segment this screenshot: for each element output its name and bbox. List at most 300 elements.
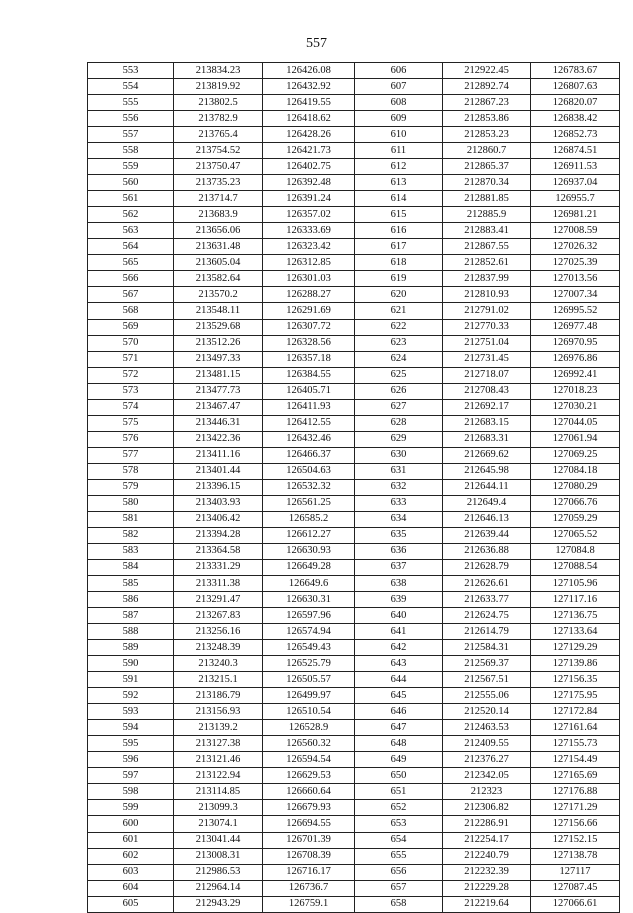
- y-coordinate-left: 126532.32: [263, 479, 355, 495]
- y-coordinate-left: 126660.64: [263, 784, 355, 800]
- x-coordinate-right: 212323: [443, 784, 531, 800]
- y-coordinate-right: 127066.61: [531, 896, 620, 912]
- x-coordinate-right: 212853.23: [443, 127, 531, 143]
- table-row: [88, 752, 620, 768]
- x-coordinate-right: 212881.85: [443, 191, 531, 207]
- y-coordinate-right: 126807.63: [531, 79, 620, 95]
- x-coordinate-left: 213394.28: [174, 527, 263, 543]
- x-coordinate-right: 212644.11: [443, 479, 531, 495]
- x-coordinate-left: 213114.85: [174, 784, 263, 800]
- y-coordinate-left: 126561.25: [263, 495, 355, 511]
- table-row: [88, 303, 620, 319]
- x-coordinate-left: 213631.48: [174, 239, 263, 255]
- point-number-right: 653: [355, 816, 443, 832]
- point-number-left: 589: [88, 640, 174, 656]
- point-number-right: 623: [355, 335, 443, 351]
- point-number-left: 588: [88, 624, 174, 640]
- point-number-left: 603: [88, 864, 174, 880]
- table-row: [88, 559, 620, 575]
- y-coordinate-right: 127025.39: [531, 255, 620, 271]
- y-coordinate-left: 126419.55: [263, 95, 355, 111]
- y-coordinate-right: 127030.21: [531, 399, 620, 415]
- y-coordinate-left: 126357.18: [263, 351, 355, 367]
- x-coordinate-left: 212964.14: [174, 880, 263, 896]
- table-row: [88, 239, 620, 255]
- y-coordinate-left: 126333.69: [263, 223, 355, 239]
- y-coordinate-left: 126384.55: [263, 367, 355, 383]
- y-coordinate-left: 126597.96: [263, 608, 355, 624]
- x-coordinate-left: 213750.47: [174, 159, 263, 175]
- point-number-left: 583: [88, 543, 174, 559]
- y-coordinate-left: 126736.7: [263, 880, 355, 896]
- x-coordinate-right: 212219.64: [443, 896, 531, 912]
- point-number-right: 627: [355, 399, 443, 415]
- table-row: [88, 527, 620, 543]
- y-coordinate-right: 126937.04: [531, 175, 620, 191]
- x-coordinate-right: 212633.77: [443, 592, 531, 608]
- point-number-left: 576: [88, 431, 174, 447]
- x-coordinate-left: 213121.46: [174, 752, 263, 768]
- x-coordinate-right: 212885.9: [443, 207, 531, 223]
- y-coordinate-left: 126694.55: [263, 816, 355, 832]
- y-coordinate-left: 126291.69: [263, 303, 355, 319]
- point-number-right: 612: [355, 159, 443, 175]
- y-coordinate-left: 126301.03: [263, 271, 355, 287]
- x-coordinate-right: 212626.61: [443, 576, 531, 592]
- x-coordinate-left: 213041.44: [174, 832, 263, 848]
- table-row: [88, 640, 620, 656]
- x-coordinate-left: 213497.33: [174, 351, 263, 367]
- table-row: [88, 848, 620, 864]
- y-coordinate-left: 126505.57: [263, 672, 355, 688]
- point-number-left: 568: [88, 303, 174, 319]
- point-number-right: 655: [355, 848, 443, 864]
- x-coordinate-right: 212718.07: [443, 367, 531, 383]
- point-number-right: 607: [355, 79, 443, 95]
- table-row: [88, 223, 620, 239]
- table-row: [88, 624, 620, 640]
- x-coordinate-right: 212669.62: [443, 447, 531, 463]
- y-coordinate-right: 126955.7: [531, 191, 620, 207]
- page-number: 557: [306, 36, 327, 51]
- x-coordinate-left: 213396.15: [174, 479, 263, 495]
- table-row: [88, 447, 620, 463]
- point-number-left: 600: [88, 816, 174, 832]
- point-number-right: 642: [355, 640, 443, 656]
- table-row: [88, 543, 620, 559]
- table-row: [88, 63, 620, 79]
- table-row: [88, 736, 620, 752]
- table-row: [88, 832, 620, 848]
- x-coordinate-left: 213256.16: [174, 624, 263, 640]
- y-coordinate-right: 126783.67: [531, 63, 620, 79]
- table-row: [88, 656, 620, 672]
- table-row: [88, 111, 620, 127]
- point-number-right: 611: [355, 143, 443, 159]
- point-number-left: 594: [88, 720, 174, 736]
- point-number-right: 609: [355, 111, 443, 127]
- y-coordinate-right: 127171.29: [531, 800, 620, 816]
- point-number-right: 617: [355, 239, 443, 255]
- point-number-left: 563: [88, 223, 174, 239]
- table-row: [88, 95, 620, 111]
- point-number-right: 632: [355, 479, 443, 495]
- y-coordinate-left: 126312.85: [263, 255, 355, 271]
- y-coordinate-right: 127088.54: [531, 559, 620, 575]
- y-coordinate-left: 126525.79: [263, 656, 355, 672]
- point-number-right: 651: [355, 784, 443, 800]
- y-coordinate-right: 127138.78: [531, 848, 620, 864]
- x-coordinate-left: 213008.31: [174, 848, 263, 864]
- point-number-right: 644: [355, 672, 443, 688]
- y-coordinate-right: 127008.59: [531, 223, 620, 239]
- x-coordinate-right: 212567.51: [443, 672, 531, 688]
- y-coordinate-left: 126288.27: [263, 287, 355, 303]
- point-number-left: 596: [88, 752, 174, 768]
- x-coordinate-left: 213834.23: [174, 63, 263, 79]
- y-coordinate-right: 127059.29: [531, 511, 620, 527]
- y-coordinate-right: 127136.75: [531, 608, 620, 624]
- y-coordinate-right: 127152.15: [531, 832, 620, 848]
- point-number-right: 631: [355, 463, 443, 479]
- x-coordinate-right: 212342.05: [443, 768, 531, 784]
- x-coordinate-left: 213802.5: [174, 95, 263, 111]
- table-row: [88, 495, 620, 511]
- x-coordinate-left: 213401.44: [174, 463, 263, 479]
- x-coordinate-right: 212229.28: [443, 880, 531, 896]
- table-row: [88, 463, 620, 479]
- point-number-left: 567: [88, 287, 174, 303]
- x-coordinate-left: 213765.4: [174, 127, 263, 143]
- y-coordinate-left: 126560.32: [263, 736, 355, 752]
- table-row: [88, 367, 620, 383]
- point-number-right: 641: [355, 624, 443, 640]
- x-coordinate-right: 212254.17: [443, 832, 531, 848]
- x-coordinate-left: 213477.73: [174, 383, 263, 399]
- x-coordinate-left: 213156.93: [174, 704, 263, 720]
- y-coordinate-right: 127084.8: [531, 543, 620, 559]
- point-number-left: 601: [88, 832, 174, 848]
- x-coordinate-left: 213422.36: [174, 431, 263, 447]
- x-coordinate-left: 213331.29: [174, 559, 263, 575]
- point-number-left: 555: [88, 95, 174, 111]
- table-row: [88, 351, 620, 367]
- point-number-left: 557: [88, 127, 174, 143]
- y-coordinate-right: 126976.86: [531, 351, 620, 367]
- point-number-right: 647: [355, 720, 443, 736]
- x-coordinate-right: 212306.82: [443, 800, 531, 816]
- y-coordinate-left: 126528.9: [263, 720, 355, 736]
- y-coordinate-left: 126594.54: [263, 752, 355, 768]
- y-coordinate-left: 126405.71: [263, 383, 355, 399]
- x-coordinate-right: 212692.17: [443, 399, 531, 415]
- y-coordinate-right: 127087.45: [531, 880, 620, 896]
- x-coordinate-left: 213127.38: [174, 736, 263, 752]
- x-coordinate-right: 212837.99: [443, 271, 531, 287]
- point-number-left: 561: [88, 191, 174, 207]
- table-row: [88, 864, 620, 880]
- y-coordinate-left: 126328.56: [263, 335, 355, 351]
- point-number-left: 579: [88, 479, 174, 495]
- y-coordinate-left: 126428.26: [263, 127, 355, 143]
- table-row: [88, 143, 620, 159]
- y-coordinate-left: 126574.94: [263, 624, 355, 640]
- table-row: [88, 704, 620, 720]
- point-number-left: 559: [88, 159, 174, 175]
- point-number-right: 616: [355, 223, 443, 239]
- table-row: [88, 415, 620, 431]
- x-coordinate-left: 213403.93: [174, 495, 263, 511]
- point-number-left: 566: [88, 271, 174, 287]
- x-coordinate-right: 212286.91: [443, 816, 531, 832]
- x-coordinate-left: 213735.23: [174, 175, 263, 191]
- table-row: [88, 576, 620, 592]
- table-row: [88, 688, 620, 704]
- x-coordinate-right: 212852.61: [443, 255, 531, 271]
- x-coordinate-left: 213819.92: [174, 79, 263, 95]
- point-number-right: 610: [355, 127, 443, 143]
- y-coordinate-left: 126391.24: [263, 191, 355, 207]
- table-row: [88, 159, 620, 175]
- point-number-left: 605: [88, 896, 174, 912]
- point-number-right: 656: [355, 864, 443, 880]
- point-number-right: 645: [355, 688, 443, 704]
- x-coordinate-left: 213406.42: [174, 511, 263, 527]
- x-coordinate-right: 212867.55: [443, 239, 531, 255]
- y-coordinate-left: 126432.46: [263, 431, 355, 447]
- y-coordinate-right: 127061.94: [531, 431, 620, 447]
- x-coordinate-left: 213364.58: [174, 543, 263, 559]
- x-coordinate-left: 213139.2: [174, 720, 263, 736]
- y-coordinate-left: 126708.39: [263, 848, 355, 864]
- y-coordinate-left: 126630.31: [263, 592, 355, 608]
- point-number-left: 581: [88, 511, 174, 527]
- table-row: [88, 720, 620, 736]
- y-coordinate-left: 126549.43: [263, 640, 355, 656]
- table-row: [88, 800, 620, 816]
- point-number-right: 638: [355, 576, 443, 592]
- point-number-left: 580: [88, 495, 174, 511]
- table-row: [88, 479, 620, 495]
- point-number-right: 640: [355, 608, 443, 624]
- point-number-left: 604: [88, 880, 174, 896]
- x-coordinate-left: 213467.47: [174, 399, 263, 415]
- point-number-left: 597: [88, 768, 174, 784]
- point-number-right: 646: [355, 704, 443, 720]
- x-coordinate-left: 213582.64: [174, 271, 263, 287]
- y-coordinate-left: 126412.55: [263, 415, 355, 431]
- x-coordinate-left: 213074.1: [174, 816, 263, 832]
- point-number-right: 624: [355, 351, 443, 367]
- y-coordinate-right: 127176.88: [531, 784, 620, 800]
- y-coordinate-right: 127066.76: [531, 495, 620, 511]
- point-number-right: 620: [355, 287, 443, 303]
- table-row: [88, 207, 620, 223]
- y-coordinate-right: 127117: [531, 864, 620, 880]
- x-coordinate-left: 213446.31: [174, 415, 263, 431]
- point-number-right: 633: [355, 495, 443, 511]
- x-coordinate-left: 213122.94: [174, 768, 263, 784]
- point-number-right: 629: [355, 431, 443, 447]
- x-coordinate-right: 212555.06: [443, 688, 531, 704]
- point-number-right: 649: [355, 752, 443, 768]
- point-number-right: 613: [355, 175, 443, 191]
- y-coordinate-right: 126970.95: [531, 335, 620, 351]
- y-coordinate-right: 127165.69: [531, 768, 620, 784]
- point-number-left: 573: [88, 383, 174, 399]
- y-coordinate-left: 126426.08: [263, 63, 355, 79]
- x-coordinate-left: 213240.3: [174, 656, 263, 672]
- y-coordinate-left: 126701.39: [263, 832, 355, 848]
- x-coordinate-right: 212870.34: [443, 175, 531, 191]
- x-coordinate-left: 213311.38: [174, 576, 263, 592]
- y-coordinate-right: 126874.51: [531, 143, 620, 159]
- y-coordinate-right: 126852.73: [531, 127, 620, 143]
- point-number-left: 570: [88, 335, 174, 351]
- table-row: [88, 816, 620, 832]
- x-coordinate-right: 212708.43: [443, 383, 531, 399]
- point-number-left: 558: [88, 143, 174, 159]
- y-coordinate-left: 126630.93: [263, 543, 355, 559]
- point-number-left: 587: [88, 608, 174, 624]
- x-coordinate-left: 213512.26: [174, 335, 263, 351]
- y-coordinate-left: 126499.97: [263, 688, 355, 704]
- point-number-left: 578: [88, 463, 174, 479]
- x-coordinate-right: 212883.41: [443, 223, 531, 239]
- y-coordinate-right: 126838.42: [531, 111, 620, 127]
- y-coordinate-left: 126679.93: [263, 800, 355, 816]
- y-coordinate-right: 127156.35: [531, 672, 620, 688]
- x-coordinate-left: 213411.16: [174, 447, 263, 463]
- x-coordinate-right: 212770.33: [443, 319, 531, 335]
- point-number-right: 650: [355, 768, 443, 784]
- x-coordinate-right: 212645.98: [443, 463, 531, 479]
- x-coordinate-right: 212791.02: [443, 303, 531, 319]
- y-coordinate-right: 126992.41: [531, 367, 620, 383]
- point-number-right: 626: [355, 383, 443, 399]
- x-coordinate-left: 212986.53: [174, 864, 263, 880]
- x-coordinate-left: 213267.83: [174, 608, 263, 624]
- table-row: [88, 127, 620, 143]
- x-coordinate-right: 212584.31: [443, 640, 531, 656]
- y-coordinate-right: 127044.05: [531, 415, 620, 431]
- y-coordinate-left: 126612.27: [263, 527, 355, 543]
- point-number-left: 577: [88, 447, 174, 463]
- y-coordinate-left: 126418.62: [263, 111, 355, 127]
- x-coordinate-right: 212865.37: [443, 159, 531, 175]
- point-number-left: 585: [88, 576, 174, 592]
- x-coordinate-left: 213548.11: [174, 303, 263, 319]
- table-row: [88, 511, 620, 527]
- point-number-left: 572: [88, 367, 174, 383]
- point-number-right: 657: [355, 880, 443, 896]
- table-row: [88, 784, 620, 800]
- table-row: [88, 335, 620, 351]
- point-number-right: 637: [355, 559, 443, 575]
- coordinates-table: [87, 62, 620, 913]
- y-coordinate-left: 126421.73: [263, 143, 355, 159]
- y-coordinate-left: 126649.6: [263, 576, 355, 592]
- x-coordinate-left: 213782.9: [174, 111, 263, 127]
- x-coordinate-left: 213291.47: [174, 592, 263, 608]
- x-coordinate-right: 212628.79: [443, 559, 531, 575]
- y-coordinate-right: 127007.34: [531, 287, 620, 303]
- table-row: [88, 431, 620, 447]
- y-coordinate-left: 126466.37: [263, 447, 355, 463]
- y-coordinate-left: 126432.92: [263, 79, 355, 95]
- point-number-left: 565: [88, 255, 174, 271]
- x-coordinate-right: 212731.45: [443, 351, 531, 367]
- y-coordinate-right: 127161.64: [531, 720, 620, 736]
- y-coordinate-right: 127069.25: [531, 447, 620, 463]
- x-coordinate-right: 212569.37: [443, 656, 531, 672]
- y-coordinate-right: 127175.95: [531, 688, 620, 704]
- x-coordinate-right: 212860.7: [443, 143, 531, 159]
- x-coordinate-right: 212376.27: [443, 752, 531, 768]
- y-coordinate-right: 127018.23: [531, 383, 620, 399]
- point-number-left: 562: [88, 207, 174, 223]
- table-row: [88, 271, 620, 287]
- x-coordinate-left: 213248.39: [174, 640, 263, 656]
- y-coordinate-right: 126977.48: [531, 319, 620, 335]
- x-coordinate-left: 213605.04: [174, 255, 263, 271]
- y-coordinate-right: 126820.07: [531, 95, 620, 111]
- point-number-left: 595: [88, 736, 174, 752]
- point-number-right: 652: [355, 800, 443, 816]
- y-coordinate-left: 126504.63: [263, 463, 355, 479]
- x-coordinate-right: 212520.14: [443, 704, 531, 720]
- y-coordinate-left: 126307.72: [263, 319, 355, 335]
- point-number-right: 618: [355, 255, 443, 271]
- point-number-left: 586: [88, 592, 174, 608]
- y-coordinate-right: 127084.18: [531, 463, 620, 479]
- point-number-left: 584: [88, 559, 174, 575]
- point-number-right: 619: [355, 271, 443, 287]
- y-coordinate-right: 127133.64: [531, 624, 620, 640]
- x-coordinate-left: 213656.06: [174, 223, 263, 239]
- point-number-right: 654: [355, 832, 443, 848]
- y-coordinate-right: 127139.86: [531, 656, 620, 672]
- y-coordinate-right: 127080.29: [531, 479, 620, 495]
- point-number-right: 615: [355, 207, 443, 223]
- x-coordinate-right: 212463.53: [443, 720, 531, 736]
- point-number-left: 582: [88, 527, 174, 543]
- point-number-right: 614: [355, 191, 443, 207]
- x-coordinate-right: 212639.44: [443, 527, 531, 543]
- y-coordinate-left: 126411.93: [263, 399, 355, 415]
- x-coordinate-right: 212853.86: [443, 111, 531, 127]
- x-coordinate-right: 212683.15: [443, 415, 531, 431]
- y-coordinate-right: 127156.66: [531, 816, 620, 832]
- y-coordinate-left: 126510.54: [263, 704, 355, 720]
- y-coordinate-right: 126911.53: [531, 159, 620, 175]
- point-number-left: 602: [88, 848, 174, 864]
- x-coordinate-left: 213570.2: [174, 287, 263, 303]
- x-coordinate-right: 212922.45: [443, 63, 531, 79]
- y-coordinate-right: 127065.52: [531, 527, 620, 543]
- x-coordinate-right: 212614.79: [443, 624, 531, 640]
- point-number-left: 571: [88, 351, 174, 367]
- point-number-left: 564: [88, 239, 174, 255]
- table-row: [88, 383, 620, 399]
- y-coordinate-left: 126323.42: [263, 239, 355, 255]
- table-row: [88, 255, 620, 271]
- x-coordinate-left: 213186.79: [174, 688, 263, 704]
- point-number-left: 575: [88, 415, 174, 431]
- point-number-right: 622: [355, 319, 443, 335]
- x-coordinate-right: 212810.93: [443, 287, 531, 303]
- point-number-right: 634: [355, 511, 443, 527]
